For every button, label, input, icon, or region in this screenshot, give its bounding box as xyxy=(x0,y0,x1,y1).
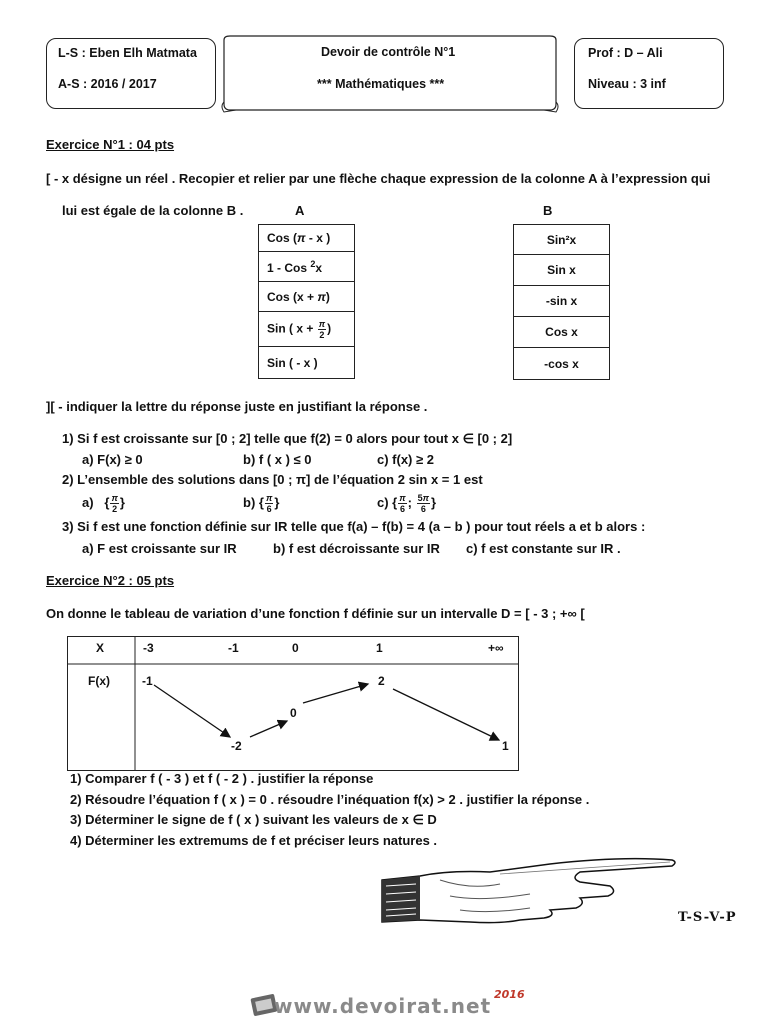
col-a-item: Sin ( - x ) xyxy=(259,347,355,379)
f-value: -1 xyxy=(142,674,153,688)
f-value: 0 xyxy=(290,706,297,720)
q2-option-b-letter: b) xyxy=(243,494,256,510)
site-logo xyxy=(250,988,530,1022)
variation-arrow-4 xyxy=(393,689,499,740)
ex2-question-2: 2) Résoudre l’équation f ( x ) = 0 . résoudre l’inéquation f(x) > 2 . justifier la réponse . xyxy=(70,792,590,807)
column-b-label: B xyxy=(543,203,553,218)
q2-option-b: b) { $\frac{\pi}{6}$ } xyxy=(243,493,280,514)
question-3: 3) Si f est une fonction définie sur IR telle que f(a) – f(b) = 4 (a – b ) pour tout réels a et b alors : xyxy=(62,519,646,534)
col-a-item: 1 - Cos $^2$x xyxy=(259,252,355,282)
column-b-table xyxy=(513,224,610,380)
x-value: 1 xyxy=(376,641,383,655)
site-year: 2016 xyxy=(494,988,525,1001)
signature-text: T-S-V-P xyxy=(678,910,737,925)
variation-arrow-3 xyxy=(303,684,368,703)
q1-option-c: c) f(x) ≥ 2 xyxy=(377,452,434,467)
col-a-item: Cos (x + π) xyxy=(259,282,355,312)
variation-arrow-2 xyxy=(250,721,287,737)
teacher-name: Prof : D – Ali xyxy=(588,46,663,60)
col-b-item: Sin²x xyxy=(514,225,610,255)
x-value: -1 xyxy=(228,641,239,655)
col-b-item: Cos x xyxy=(514,317,610,348)
variation-arrow-1 xyxy=(154,685,230,737)
f-value: -2 xyxy=(231,739,242,753)
column-a-table xyxy=(258,224,355,379)
exercise1-intro-line2: lui est égale de la colonne B . xyxy=(62,203,244,218)
col-b-item: -cos x xyxy=(514,348,610,380)
q3-option-b: b) f est décroissante sur IR xyxy=(273,541,440,556)
col-b-item: Sin x xyxy=(514,255,610,286)
ex2-question-4: 4) Déterminer les extremums de f et préciser leurs natures . xyxy=(70,833,438,848)
exercise2-intro: On donne le tableau de variation d’une fonction f définie sur un intervalle D = [ - 3 ; +∞ [ xyxy=(46,606,585,621)
x-value: -3 xyxy=(143,641,154,655)
class-level: Niveau : 3 inf xyxy=(588,77,666,91)
q2-option-a: a) { $\frac{\pi}{2}$ } xyxy=(82,493,125,514)
ex2-question-3: 3) Déterminer le signe de f ( x ) suivant les valeurs de x ∈ D xyxy=(70,812,437,827)
q2-option-c: c) { $\frac{\pi}{6}$ ; $\frac{5\pi}{6}$ } xyxy=(377,493,437,514)
question-1: 1) Si f est croissante sur [0 ; 2] telle que f(2) = 0 alors pour tout x ∈ [0 ; 2] xyxy=(62,431,513,446)
site-url: www.devoirat.net xyxy=(274,994,492,1018)
school-year: A-S : 2016 / 2017 xyxy=(58,77,157,91)
exercise1-intro-line1: [ - x désigne un réel . Recopier et relier par une flèche chaque expression de la colonne A à l’expression qui xyxy=(46,171,711,186)
question-2: 2) L’ensemble des solutions dans [0 ; π] de l’équation 2 sin x = 1 est xyxy=(62,472,483,487)
col-b-item: -sin x xyxy=(514,286,610,317)
exercise2-heading: Exercice N°2 : 05 pts xyxy=(46,573,175,588)
col-a-item: Sin ( x + $\frac{\pi}{2}$ ) xyxy=(259,312,355,347)
x-row-label: X xyxy=(96,641,105,655)
f-row-label: F(x) xyxy=(88,674,110,688)
f-value: 1 xyxy=(502,739,509,753)
exam-title: Devoir de contrôle N°1 xyxy=(321,45,456,59)
q2-option-c-letter: c) xyxy=(377,494,389,510)
pointing-hand-icon xyxy=(380,850,680,930)
x-value: 0 xyxy=(292,641,299,655)
q3-option-a: a) F est croissante sur IR xyxy=(82,541,237,556)
f-value: 2 xyxy=(378,674,385,688)
q2-option-a-letter: a) xyxy=(82,494,94,510)
column-a-label: A xyxy=(295,203,305,218)
school-name: L-S : Eben Elh Matmata xyxy=(58,46,197,60)
q1-option-a: a) F(x) ≥ 0 xyxy=(82,452,143,467)
col-a-item: Cos (π - x ) xyxy=(259,225,355,252)
exercise1-heading: Exercice N°1 : 04 pts xyxy=(46,137,175,152)
ex2-question-1: 1) Comparer f ( - 3 ) et f ( - 2 ) . justifier la réponse xyxy=(70,771,374,786)
q3-option-c: c) f est constante sur IR . xyxy=(466,541,621,556)
part-two-instruction: ][ - indiquer la lettre du réponse juste en justifiant la réponse . xyxy=(46,399,428,414)
q1-option-b: b) f ( x ) ≤ 0 xyxy=(243,452,312,467)
exam-subject: *** Mathématiques *** xyxy=(317,77,445,91)
x-value: +∞ xyxy=(488,641,504,655)
variation-table xyxy=(67,636,519,771)
